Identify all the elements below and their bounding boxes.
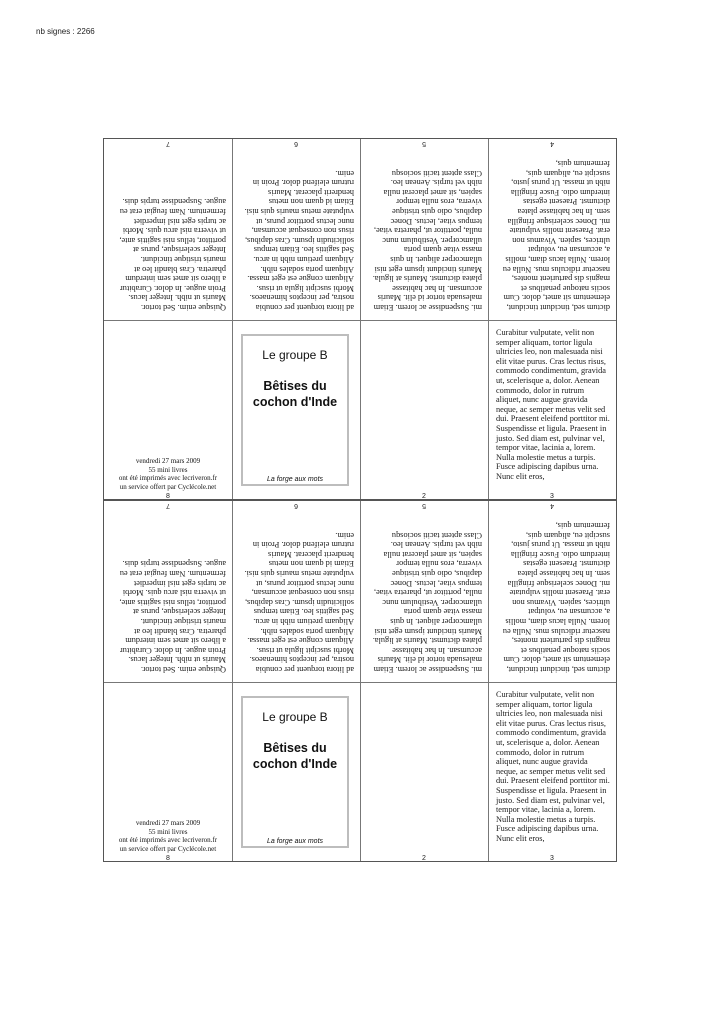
page-5 <box>360 501 488 682</box>
cover-publisher: La forge aux mots <box>266 838 324 845</box>
page-text: dictum sed, tincidunt tincidunt, elementum sit amet, dolor. Cum sociis natoque penatibus et magnis dis parturient montes, nascetur ridiculus mus. Nulla eu lorem. Nulla lacus diam, mollis a, accumsan eu, volutpat ultrices, sapien. Vivamus non erat. Praesent mollis vulputate mi. Donec scelerisque fringilla sem. In hac habitasse platea dictumst. Praesent egestas interdum odio. Fusce fringilla nibh ut massa. Ut purus justo, suscipit eu, aliquam quis, fermentum quis, <box>502 521 610 674</box>
page-number: 8 <box>166 493 170 500</box>
page-number: 2 <box>422 855 426 862</box>
page-number: 3 <box>550 493 554 500</box>
page-number: 7 <box>166 140 170 147</box>
page-number: 6 <box>294 140 298 147</box>
colophon <box>106 457 230 491</box>
colophon-printed: ont été imprimés avec lecriveron.fr <box>118 474 218 483</box>
colophon-count: 55 mini livres <box>148 827 188 836</box>
character-count-note: nb signes : 2266 <box>36 27 95 36</box>
page-number: 5 <box>422 140 426 147</box>
page-8 <box>104 320 232 501</box>
colophon-date: vendredi 27 mars 2009 <box>135 819 201 828</box>
page-text: Quisque enim. Sed tortor. Mauris ut nibh. Integer lacus. Proin augue. In dolor. Curabitur a libero sit amet sem interdum pharetra. Cras blandit leo at mauris tristique tincidunt. Integer scelerisque, purus at porttitor, tellus nisi sagittis ante, ut viverra nisl arcu quis. Morbi ac turpis eget nisl imperdiet fermentum. Nam feugiat erat eu augue. Suspendisse turpis duis. <box>119 197 226 312</box>
colophon-service: un service offert par Cyclécole.net <box>119 482 217 491</box>
page-text: dictum sed, tincidunt tincidunt, elementum sit amet, dolor. Cum sociis natoque penatibus et magnis dis parturient montes, nascetur ridiculus mus. Nulla eu lorem. Nulla lacus diam, mollis a, accumsan eu, volutpat ultrices, sapien. Vivamus non erat. Praesent mollis vulputate mi. Donec scelerisque fringilla sem. In hac habitasse platea dictumst. Praesent egestas interdum odio. Fusce fringilla nibh ut massa. Ut purus justo, suscipit eu, aliquam quis, fermentum quis, <box>502 159 610 312</box>
page-number: 5 <box>422 502 426 509</box>
page-3 <box>488 320 616 501</box>
page-cover <box>232 320 360 501</box>
colophon-service: un service offert par Cyclécole.net <box>119 844 217 853</box>
cover-title: Bêtises du cochon d'Inde <box>252 379 338 409</box>
page-5 <box>360 139 488 320</box>
cover-frame <box>241 696 349 848</box>
page-7 <box>104 501 232 682</box>
cover-group: Le groupe B <box>262 710 328 724</box>
page-number: 4 <box>550 502 554 509</box>
page-2 <box>360 320 488 501</box>
page-number: 6 <box>294 502 298 509</box>
page-text: mi. Suspendisse ac lorem. Etiam malesuada tortor id elit. Mauris accumsan. In hac habitasse platea dictumst. Mauris at ligula. Mauris tincidunt ipsum eget nisi ullamcorper aliquet. In quis massa vitae quam porta ullamcorper. Vestibulum nunc nulla, porttitor ut, pharetra vitae, tempus vitae, lectus. Donec dapibus, odio quis tristique viverra, eros nulla tempor sapien, sit amet placerat nulla nibh vel turpis. Aenean leo. Class aptent taciti sociosqu <box>372 530 482 674</box>
colophon-printed: ont été imprimés avec lecriveron.fr <box>118 836 218 845</box>
page-text: mi. Suspendisse ac lorem. Etiam malesuada tortor id elit. Mauris accumsan. In hac habitasse platea dictumst. Mauris at ligula. Mauris tincidunt ipsum eget nisi ullamcorper aliquet. In quis massa vitae quam porta ullamcorper. Vestibulum nunc nulla, porttitor ut, pharetra vitae, tempus vitae, lectus. Donec dapibus, odio quis tristique viverra, eros nulla tempor sapien, sit amet placerat nulla nibh vel turpis. Aenean leo. Class aptent taciti sociosqu <box>372 168 482 312</box>
cover-publisher: La forge aux mots <box>266 476 324 483</box>
colophon-count: 55 mini livres <box>148 465 188 474</box>
page-number: 7 <box>166 502 170 509</box>
page-text: Curabitur vulputate, velit non semper aliquam, tortor ligula ultricies leo, non malesuada nisi elit vitae purus. Cras lectus risus, commodo condimentum, gravida ut, scelerisque a, dolor. Aenean commodo, dolor in rutrum aliquet, nunc augue gravida neque, ac semper metus velit sed dui. Praesent eleifend porttitor mi. Suspendisse et ligula. Praesent in justo. Sed diam est, pulvinar vel, tempor vitae, lacinia a, lorem. Nulla molestie metus a turpis. Fusce adipiscing dapibus urna. Nunc elit eros, <box>496 690 610 843</box>
page-text: ad litora torquent per conubia nostra, per inceptos himenaeos. Morbi suscipit ligula ut risus. Aliquam congue est eget massa. Aliquam porta sodales nibh. Aliquam pretium nibh in arcu. Sed sagittis leo. Etiam tempus sollicitudin ipsum. Cras dapibus, risus non consequat accumsan, nunc lectus porttitor purus, ut vulputate metus mauris quis nisi. Etiam id quam non metus hendrerit placerat. Mauris rutrum eleifend dolor. Proin in enim. <box>244 530 354 674</box>
page-2 <box>360 682 488 863</box>
page-cover <box>232 682 360 863</box>
page-text: Quisque enim. Sed tortor. Mauris ut nibh. Integer lacus. Proin augue. In dolor. Curabitur a libero sit amet sem interdum pharetra. Cras blandit leo at mauris tristique tincidunt. Integer scelerisque, purus at porttitor, tellus nisi sagittis ante, ut viverra nisl arcu quis. Morbi ac turpis eget nisl imperdiet fermentum. Nam feugiat erat eu augue. Suspendisse turpis duis. <box>119 559 226 674</box>
page-number: 4 <box>550 140 554 147</box>
cover-frame <box>241 334 349 486</box>
page-text: Curabitur vulputate, velit non semper aliquam, tortor ligula ultricies leo, non malesuada nisi elit vitae purus. Cras lectus risus, commodo condimentum, gravida ut, scelerisque a, dolor. Aenean commodo, dolor in rutrum aliquet, nunc augue gravida neque, ac semper metus velit sed dui. Praesent eleifend porttitor mi. Suspendisse et ligula. Praesent in justo. Sed diam est, pulvinar vel, tempor vitae, lacinia a, lorem. Nulla molestie metus a turpis. Fusce adipiscing dapibus urna. Nunc elit eros, <box>496 328 610 481</box>
page-number: 3 <box>550 855 554 862</box>
colophon-date: vendredi 27 mars 2009 <box>135 457 201 466</box>
page-number: 2 <box>422 493 426 500</box>
page-6 <box>232 139 360 320</box>
page-text: ad litora torquent per conubia nostra, per inceptos himenaeos. Morbi suscipit ligula ut risus. Aliquam congue est eget massa. Aliquam porta sodales nibh. Aliquam pretium nibh in arcu. Sed sagittis leo. Etiam tempus sollicitudin ipsum. Cras dapibus, risus non consequat accumsan, nunc lectus porttitor purus, ut vulputate metus mauris quis nisi. Etiam id quam non metus hendrerit placerat. Mauris rutrum eleifend dolor. Proin in enim. <box>244 168 354 312</box>
page-8 <box>104 682 232 863</box>
page-4 <box>488 139 616 320</box>
imposition-sheet-1 <box>103 138 617 500</box>
page-4 <box>488 501 616 682</box>
page-7 <box>104 139 232 320</box>
imposition-sheet-2 <box>103 500 617 862</box>
cover-group: Le groupe B <box>262 348 328 362</box>
colophon <box>106 819 230 853</box>
page-6 <box>232 501 360 682</box>
page-number: 8 <box>166 855 170 862</box>
cover-title: Bêtises du cochon d'Inde <box>252 741 338 771</box>
page-3 <box>488 682 616 863</box>
